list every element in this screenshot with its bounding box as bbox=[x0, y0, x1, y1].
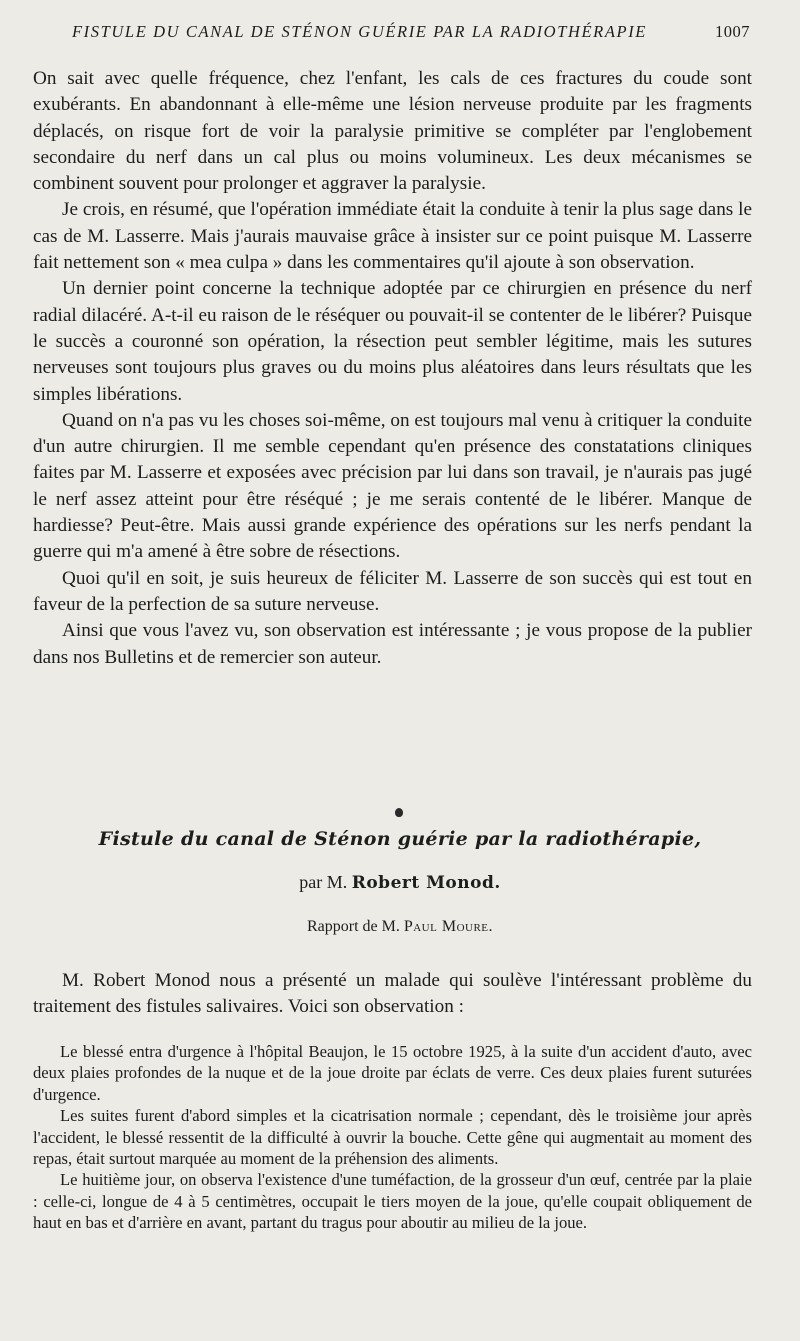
article-title: Fistule du canal de Sténon guérie par la radiothérapie, bbox=[98, 828, 702, 850]
report-continuation bbox=[33, 66, 752, 671]
byline-prefix: par M. bbox=[299, 872, 348, 892]
byline bbox=[0, 872, 800, 893]
running-head bbox=[72, 22, 750, 42]
author-name: Robert Monod. bbox=[351, 873, 501, 893]
page-number: 1007 bbox=[715, 22, 750, 41]
section-ornament bbox=[395, 808, 403, 817]
paragraph: Je crois, en résumé, que l'opération immédiate était la conduite à tenir la plus sage dans le cas de M. Lasserre. Mais j'aurais mauvaise grâce à insister sur ce point puisque M. Lasserre fait nettement son « mea culpa » dans les commentaires qu'il ajoute à son observation. bbox=[33, 199, 752, 274]
report-line bbox=[0, 918, 800, 936]
intro-paragraph: M. Robert Monod nous a présenté un malade qui soulève l'intéressant problème du traitement des fistules salivaires. Voici son observation : bbox=[33, 970, 752, 1017]
reporter-name: Paul Moure. bbox=[403, 918, 494, 935]
observation-paragraph: Le huitième jour, on observa l'existence d'une tuméfaction, de la grosseur d'un œuf, centrée par la plaie : celle-ci, longue de 4 à 5 centimètres, occupait le tiers moyen de la joue, qu'elle coupait obliquement de haut en bas et d'arrière en avant, partant du tragus pour aboutir au milieu de la joue. bbox=[33, 1170, 752, 1233]
paragraph: Quand on n'a pas vu les choses soi-même, on est toujours mal venu à critiquer la conduite d'un autre chirurgien. Il me semble cependant qu'en présence des constatations cliniques faites par M. Lasserre et exposées avec précision par lui dans son travail, je n'aurais pas jugé le nerf assez atteint pour être réséqué ; je me serais contenté de le libérer. Manque de hardiesse? Peut-être. Mais aussi grande expérience des opérations sur les nerfs pendant la guerre qui m'a amené à être sobre de résections. bbox=[33, 409, 752, 563]
paragraph: Un dernier point concerne la technique adoptée par ce chirurgien en présence du nerf radial dilacéré. A-t-il eu raison de le réséquer ou pouvait-il se contenter de le libérer? Puisque le succès a couronné son opération, la résection peut sembler légitime, mais les sutures nerveuses sont toujours plus graves ou du moins plus aléatoires dans leurs résultats que les simples libérations. bbox=[33, 278, 752, 405]
observation-paragraph: Les suites furent d'abord simples et la cicatrisation normale ; cependant, dès le troisième jour après l'accident, le blessé ressentit de la difficulté à ouvrir la bouche. Cette gêne qui augmentait au moment des repas, était surtout marquée au moment de la préhension des aliments. bbox=[33, 1106, 752, 1169]
paragraph: On sait avec quelle fréquence, chez l'enfant, les cals de ces fractures du coude sont exubérants. En abandonnant à elle-même une lésion nerveuse produite par les fragments déplacés, on risque fort de voir la paralysie primitive se compléter par l'englobement secondaire du nerf dans un cal plus ou moins volumineux. Les deux mécanismes se combinent souvent pour prolonger et aggraver la paralysie. bbox=[33, 68, 752, 195]
observation-paragraph: Le blessé entra d'urgence à l'hôpital Beaujon, le 15 octobre 1925, à la suite d'un accident d'auto, avec deux plaies profondes de la nuque et de la joue droite par éclats de verre. Ces deux plaies furent suturées d'urgence. bbox=[33, 1042, 752, 1104]
report-prefix: Rapport de M. bbox=[306, 918, 400, 935]
running-head-title: FISTULE DU CANAL DE STÉNON GUÉRIE PAR LA RADIOTHÉRAPIE bbox=[72, 22, 647, 41]
paragraph: Ainsi que vous l'avez vu, son observation est intéressante ; je vous propose de la publier dans nos Bulletins et de remercier son auteur. bbox=[33, 620, 752, 668]
paragraph: Quoi qu'il en soit, je suis heureux de féliciter M. Lasserre de son succès qui est tout en faveur de la perfection de sa suture nerveuse. bbox=[33, 567, 752, 615]
observation-text bbox=[33, 1041, 752, 1234]
